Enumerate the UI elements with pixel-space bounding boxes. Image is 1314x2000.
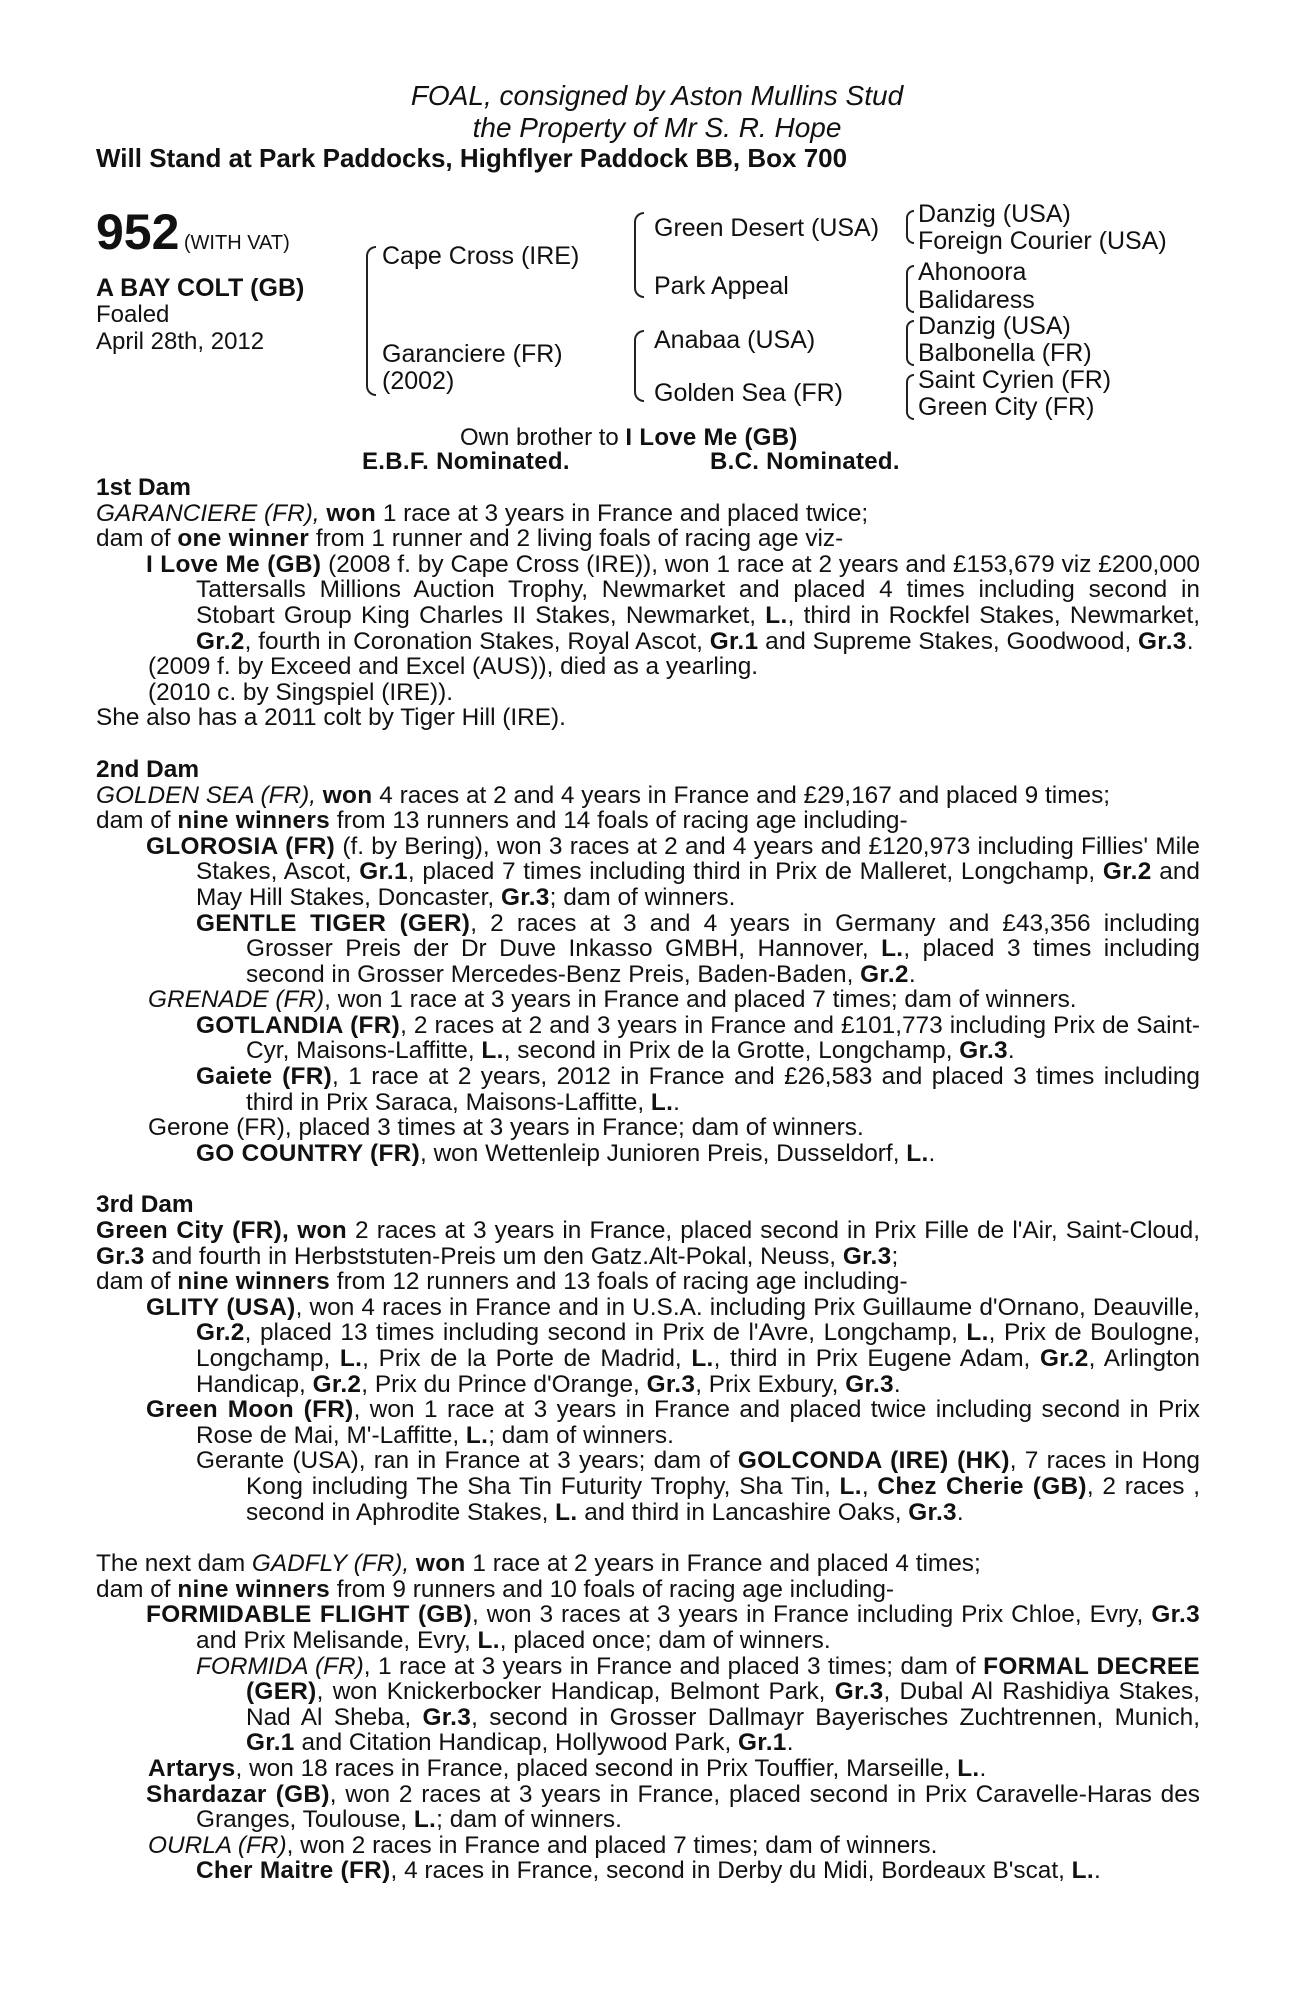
text-run: , won 1 race at 3 years in France and placed twice including second in Prix Rose de Mai, M'-Laffitte,: [196, 1396, 1200, 1449]
bold-text: Gr.3: [908, 1498, 957, 1526]
bold-text: Gr.2: [1039, 1345, 1089, 1372]
lot-title: A BAY COLT (GB): [96, 274, 305, 302]
bold-text: GOTLANDIA (FR): [196, 1011, 401, 1039]
bold-text: GO COUNTRY (FR): [196, 1139, 421, 1167]
bold-text: Shardazar (GB): [146, 1780, 330, 1808]
pedigree-brace-3b: [906, 265, 914, 313]
text-run: , won 18 races in France, placed second in Prix Touffier, Marseille,: [235, 1754, 958, 1782]
first-dam-name: GARANCIERE (FR),: [96, 499, 320, 527]
text-run: and Prix Melisande, Evry,: [196, 1626, 478, 1654]
bold-text: Gr.1: [738, 1729, 787, 1757]
text-run: , Prix du Prince d'Orange,: [361, 1370, 647, 1398]
text-run: , placed 3 times including second in Grosser Mercedes-Benz Preis, Baden-Baden,: [246, 935, 1200, 988]
dam-year: (2002): [382, 367, 455, 395]
text-run: from 13 runners and 14 foals of racing age including-: [330, 807, 908, 835]
text-run: 4 races at 2 and 4 years in France and £29,167 and placed 9 times;: [372, 781, 1111, 809]
italic-name: GOLDEN SEA (FR),: [96, 781, 316, 809]
dsd: Balbonella (FR): [918, 339, 1092, 367]
text-run: , Prix de la Porte de Madrid,: [362, 1345, 692, 1372]
text-run: ,: [861, 1472, 878, 1500]
first-dam-heading: 1st Dam: [96, 474, 191, 501]
entry-glorosia: [96, 834, 1200, 911]
third-dam-line: [96, 1218, 1200, 1269]
dam-sire: Anabaa (USA): [654, 326, 816, 354]
bold-text: L.: [413, 1806, 437, 1834]
brother-name: I Love Me (GB): [625, 424, 798, 451]
sds: Ahonoora: [918, 258, 1027, 286]
text-run: , won 2 races in France and placed 7 times; dam of winners.: [286, 1831, 938, 1859]
text-run: 1 race at 3 years in France and placed twice;: [376, 499, 869, 527]
bold-text: Gr.2: [860, 960, 909, 988]
text-run: , won 4 races in France and in U.S.A. including Prix Guillaume d'Ornano, Deauville,: [295, 1293, 1200, 1321]
produce-entry-2010: (2010 c. by Singspiel (IRE)).: [148, 678, 454, 706]
text-run: dam of: [96, 525, 178, 553]
text-run: , 2 races at 3 and 4 years in Germany and £43,356 including Grosser Preis der Dr Duve Inkasso GMBH, Hannover,: [246, 909, 1200, 963]
bold-text: Gaiete (FR): [196, 1063, 333, 1091]
italic-name: OURLA (FR): [148, 1831, 287, 1859]
text-run: , 2 races , second in Aphrodite Stakes,: [246, 1472, 1200, 1526]
text-run: , 1 race at 2 years, 2012 in France and £26,583 and placed 3 times including third in Prix Saraca, Maisons-Laffitte,: [246, 1063, 1200, 1116]
bold-text: GLOROSIA (FR): [146, 832, 336, 860]
bold-text: won: [297, 1217, 347, 1245]
text-run: Gerante (USA), ran in France at 3 years; dam of: [196, 1447, 738, 1475]
ddd: Green City (FR): [918, 393, 1095, 421]
bold-text: Gr.1: [359, 858, 408, 886]
dam-dam: Golden Sea (FR): [654, 379, 843, 407]
sdd: Balidaress: [918, 286, 1035, 314]
bold-text: FORMAL DECREE (GER): [246, 1652, 1201, 1706]
text-run: , second in Prix de la Grotte, Longchamp,: [503, 1037, 960, 1065]
text-run: .: [1186, 627, 1194, 655]
bold-text: L.: [691, 1345, 714, 1372]
text-run: .: [893, 1370, 901, 1398]
text-run: , placed 7 times including third in Prix de Malleret, Longchamp,: [407, 858, 1103, 886]
vat-label: (WITH VAT): [183, 232, 290, 254]
bold-text: Green Moon (FR): [146, 1396, 354, 1424]
entry-gaiete: [96, 1064, 1200, 1115]
entry-shardazar: [96, 1782, 1200, 1833]
text-run: , third in Prix Eugene Adam,: [713, 1345, 1040, 1372]
italic-name: GRENADE (FR): [148, 986, 325, 1014]
text-run: , won 3 races at 3 years in France including Prix Chloe, Evry,: [472, 1601, 1152, 1629]
text-run: The next dam: [96, 1550, 252, 1578]
pedigree-brace-2a: [634, 212, 644, 298]
next-dam-produce: [96, 1577, 1200, 1603]
bold-text: Gr.2: [1102, 858, 1152, 886]
entry-ourla: [96, 1833, 1200, 1859]
bold-text: Gr.3: [1138, 627, 1187, 655]
bold-text: L.: [906, 1139, 929, 1167]
text-run: , 2 races at 2 and 3 years in France and £101,773 including Prix de Saint-Cyr, Maisons-Laffitte,: [246, 1011, 1200, 1065]
sire-sire: Green Desert (USA): [654, 214, 880, 242]
bold-text: Gr.2: [312, 1370, 362, 1398]
text-run: from 12 runners and 13 foals of racing age including-: [330, 1268, 908, 1296]
text-run: .: [908, 960, 916, 988]
text-run: and May Hill Stakes, Doncaster,: [196, 858, 1200, 911]
bold-text: nine winners: [177, 1575, 331, 1603]
sire: Cape Cross (IRE): [382, 242, 580, 270]
entry-green-moon: [96, 1397, 1200, 1448]
text-run: , won Wettenleip Junioren Preis, Dusseldorf,: [420, 1139, 907, 1167]
bold-text: won: [415, 1550, 466, 1578]
text-run: (f. by Bering), won 3 races at 2 and 4 years and £120,973 including Fillies' Mile Stakes, Ascot,: [196, 832, 1201, 886]
text-run: , 7 races in Hong Kong including The Sha Tin Futurity Trophy, Sha Tin,: [246, 1447, 1200, 1500]
dds: Saint Cyrien (FR): [918, 366, 1112, 394]
next-dam-line: [96, 1551, 1200, 1577]
second-dam-line: [96, 783, 1200, 809]
dam: Garanciere (FR): [382, 340, 563, 368]
text-run: , Arlington Handicap,: [196, 1345, 1200, 1398]
text-run: .: [786, 1729, 794, 1757]
entry-artarys: [96, 1756, 1200, 1782]
bold-text: GENTLE TIGER (GER): [196, 909, 471, 937]
text-run: , Prix de Boulogne, Longchamp,: [196, 1319, 1200, 1372]
text-run: dam of: [96, 1268, 178, 1296]
bold-text: L.: [555, 1498, 578, 1526]
italic-name: GADFLY (FR),: [251, 1550, 410, 1578]
bold-text: L.: [650, 1088, 674, 1116]
bold-text: Chez Cherie (GB): [877, 1472, 1087, 1500]
text-run: .: [928, 1139, 936, 1167]
entry-gerone: Gerone (FR), placed 3 times at 3 years in France; dam of winners.: [148, 1114, 864, 1142]
sire-dam: Park Appeal: [654, 272, 789, 300]
consignor-line: FOAL, consigned by Aston Mullins Stud: [410, 80, 904, 111]
text-run: , won Knickerbocker Handicap, Belmont Park,: [316, 1678, 835, 1706]
entry-grenade: [96, 987, 1200, 1013]
bold-text: L.: [339, 1345, 363, 1372]
lot-number: 952: [96, 204, 180, 260]
bold-text: Gr.3: [96, 1242, 145, 1270]
bold-text: L.: [481, 1037, 504, 1065]
bold-text: nine winners: [177, 1268, 331, 1296]
text-run: , third in Rockfel Stakes, Newmarket,: [787, 601, 1200, 629]
text-run: , won 1 race at 3 years in France and placed 7 times; dam of winners.: [324, 986, 1077, 1014]
stand-line: Will Stand at Park Paddocks, Highflyer Paddock BB, Box 700: [96, 143, 848, 173]
text-run: and third in Lancashire Oaks,: [577, 1498, 909, 1526]
bold-text: one winner: [177, 525, 310, 553]
bold-text: nine winners: [177, 807, 331, 835]
bold-text: Gr.2: [196, 627, 245, 655]
text-run: .: [1093, 1857, 1101, 1885]
won-label: won: [326, 499, 377, 527]
sss: Danzig (USA): [918, 200, 1071, 228]
text-run: , placed 13 times including second in Prix de l'Avre, Longchamp,: [244, 1319, 967, 1347]
text-run: ; dam of winners.: [549, 883, 736, 911]
text-run: and fourth in Herbststuten-Preis um den Gatz.Alt-Pokal, Neuss,: [144, 1242, 843, 1270]
text-run: ;: [891, 1242, 899, 1270]
text-run: , won 2 races at 3 years in France, placed second in Prix Caravelle-Haras des Granges, Toulouse,: [196, 1780, 1201, 1834]
second-dam-produce: [96, 808, 1200, 834]
text-run: , second in Grosser Dallmayr Bayerisches Zuchtrennen, Munich,: [471, 1703, 1200, 1731]
text-run: from 9 runners and 10 foals of racing age including-: [330, 1575, 895, 1603]
bold-text: Artarys: [148, 1754, 236, 1782]
third-dam-heading: 3rd Dam: [96, 1191, 194, 1219]
text-run: 1 race at 2 years in France and placed 4 times;: [465, 1550, 981, 1578]
bold-text: Gr.2: [196, 1319, 245, 1347]
bold-text: L.: [966, 1319, 989, 1347]
foaled-date: April 28th, 2012: [96, 328, 265, 355]
bold-text: Green City (FR),: [96, 1217, 290, 1245]
second-dam-heading: 2nd Dam: [96, 755, 200, 783]
entry-formidable-flight: [96, 1602, 1200, 1653]
italic-name: FORMIDA (FR): [196, 1652, 364, 1680]
text-run: .: [673, 1088, 680, 1116]
text-run: and Supreme Stakes, Goodwood,: [758, 627, 1139, 655]
text-run: , Dubal Al Rashidiya Stakes, Nad Al Sheba,: [246, 1678, 1200, 1731]
text-run: ; dam of winners.: [488, 1421, 674, 1449]
text-run: .: [956, 1498, 964, 1526]
text-run: , 4 races in France, second in Derby du Midi, Bordeaux B'scat,: [390, 1857, 1072, 1885]
text-run: from 1 runner and 2 living foals of racing age viz-: [309, 525, 844, 553]
first-dam-line: [96, 501, 1200, 527]
bold-text: Gr.3: [501, 883, 550, 911]
text-run: ; dam of winners.: [436, 1806, 622, 1834]
bold-text: Gr.1: [246, 1729, 295, 1757]
lot-number-block: [96, 203, 290, 261]
entry-formida: [96, 1654, 1200, 1756]
entry-cher-maitre: [96, 1858, 1200, 1884]
first-dam-produce: [96, 526, 1200, 552]
bold-text: FORMIDABLE FLIGHT (GB): [146, 1601, 473, 1629]
bold-text: L.: [765, 601, 788, 629]
pedigree-brace-1: [366, 246, 376, 396]
bold-text: L.: [957, 1754, 980, 1782]
pedigree-brace-2b: [634, 330, 644, 402]
bold-text: I Love Me (GB): [146, 550, 322, 578]
bold-text: Gr.3: [422, 1703, 472, 1731]
text-run: dam of: [96, 1575, 178, 1603]
bc-note: B.C. Nominated.: [710, 448, 900, 475]
entry-go-country: [96, 1141, 1200, 1167]
text-run: dam of: [96, 807, 178, 835]
entry-gerante: [96, 1448, 1200, 1525]
text-run: .: [1007, 1037, 1015, 1065]
text-run: (2008 f. by Cape Cross (IRE)), won 1 race at 2 years and £153,679 viz £200,000 Tattersalls Millions Auction Trophy, Newmarket and placed 4 times including second in Stobart Group King Charles II Stakes, Newmarket,: [196, 550, 1200, 629]
bold-text: Gr.1: [709, 627, 759, 655]
bold-text: L.: [465, 1421, 489, 1449]
text-run: , Prix Exbury,: [695, 1370, 846, 1398]
entry-gentle-tiger: [96, 911, 1200, 988]
produce-entry-i-love-me: [96, 552, 1200, 654]
bold-text: won: [322, 781, 373, 809]
bold-text: GLITY (USA): [146, 1293, 296, 1321]
text-run: , fourth in Coronation Stakes, Royal Ascot,: [244, 627, 710, 655]
bold-text: Gr.3: [845, 1370, 894, 1398]
text-run: and Citation Handicap, Hollywood Park,: [294, 1729, 739, 1757]
ebf-note: E.B.F. Nominated.: [362, 448, 570, 475]
text-run: , placed once; dam of winners.: [499, 1626, 831, 1654]
produce-entry-2011: She also has a 2011 colt by Tiger Hill (IRE).: [96, 704, 566, 732]
pedigree-brace-3d: [906, 374, 914, 420]
entry-glity: [96, 1295, 1200, 1397]
bold-text: Gr.3: [646, 1370, 696, 1398]
bold-text: Gr.3: [834, 1678, 884, 1706]
bold-text: L.: [881, 935, 904, 963]
bold-text: L.: [477, 1626, 500, 1654]
bold-text: Cher Maitre (FR): [196, 1857, 391, 1885]
entry-gotlandia: [96, 1013, 1200, 1064]
pedigree-brace-3c: [906, 320, 914, 366]
third-dam-produce: [96, 1269, 1200, 1295]
brother-prefix: Own brother to: [460, 424, 626, 451]
ssd: Foreign Courier (USA): [918, 227, 1167, 255]
text-run: , 1 race at 3 years in France and placed 3 times; dam of: [363, 1652, 984, 1680]
bold-text: L.: [1071, 1857, 1094, 1885]
text-run: .: [979, 1754, 987, 1782]
bold-text: Gr.3: [842, 1242, 892, 1270]
text-run: 2 races at 3 years in France, placed second in Prix Fille de l'Air, Saint-Cloud,: [346, 1217, 1200, 1245]
produce-entry-2009: (2009 f. by Exceed and Excel (AUS)), died as a yearling.: [148, 653, 759, 681]
pedigree-body: [96, 475, 1200, 1884]
bold-text: GOLCONDA (IRE) (HK): [737, 1447, 1010, 1475]
foaled-label: Foaled: [96, 301, 170, 328]
bold-text: Gr.3: [959, 1037, 1008, 1065]
dss: Danzig (USA): [918, 312, 1071, 340]
bold-text: L.: [839, 1472, 862, 1500]
pedigree-brace-3a: [906, 210, 914, 244]
property-line: the Property of Mr S. R. Hope: [472, 112, 842, 143]
bold-text: Gr.3: [1151, 1601, 1200, 1629]
